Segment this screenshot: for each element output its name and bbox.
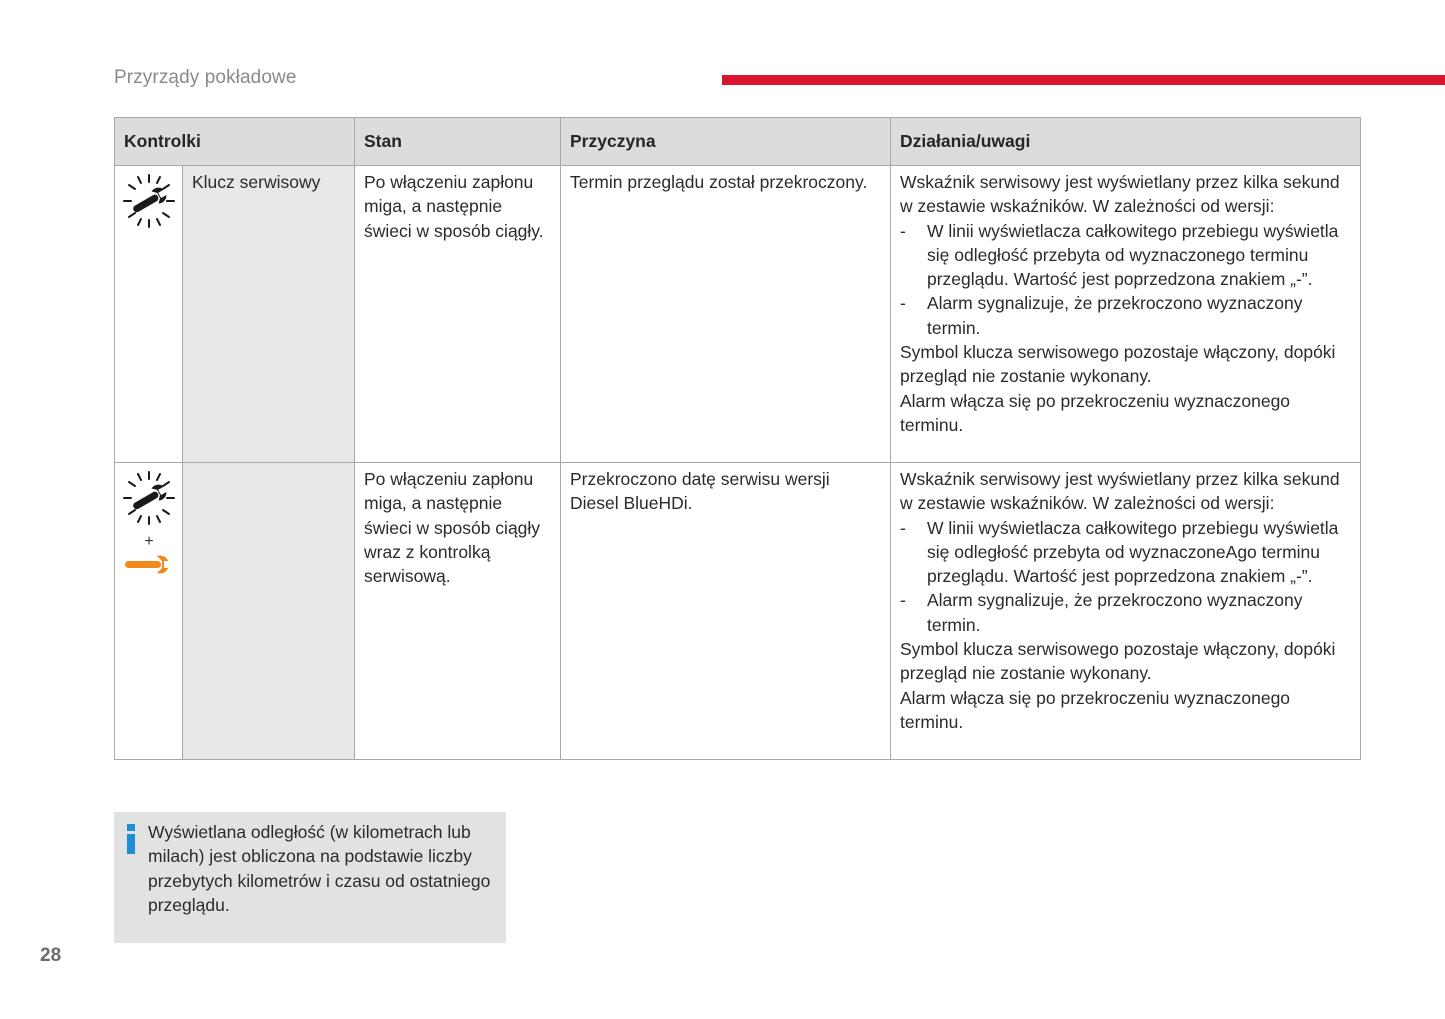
- state-cell: Po włączeniu zapłonu miga, a następnie świeci w sposób ciągły.: [355, 166, 561, 463]
- list-item: [900, 291, 1351, 340]
- actions-note: Alarm włącza się po przekroczeniu wyznaczonego terminu.: [900, 390, 1291, 435]
- bullet-dash: -: [900, 220, 906, 241]
- info-note-text: Wyświetlana odległość (w kilometrach lub milach) jest obliczona na podstawie liczby przebytych kilometrów i czasu od ostatniego przeglądu.: [148, 822, 491, 915]
- actions-cell: [891, 463, 1361, 760]
- actions-cell: [891, 166, 1361, 463]
- info-note-box: [114, 812, 506, 943]
- control-name-cell: [183, 463, 355, 760]
- icon-cell: [115, 166, 183, 463]
- header-accent-bar: [722, 75, 1445, 85]
- cause-cell: Przekroczono datę serwisu wersji Diesel BlueHDi.: [561, 463, 891, 760]
- bullet-text: W linii wyświetlacza całkowitego przebiegu wyświetla się odległość przebyta od wyznaczonego terminu przeglądu. Wartość jest poprzedzona znakiem „-”.: [927, 220, 1339, 290]
- column-header-kontrolki: Kontrolki: [115, 118, 355, 166]
- actions-intro: Wskaźnik serwisowy jest wyświetlany przez kilka sekund w zestawie wskaźników. W zależności od wersji:: [900, 172, 1340, 217]
- column-header-przyczyna: Przyczyna: [561, 118, 891, 166]
- bullet-dash: -: [900, 293, 906, 314]
- list-item: [900, 516, 1351, 589]
- service-wrench-flashing-icon: [116, 467, 182, 529]
- list-item: [900, 219, 1351, 292]
- table-header-row: [115, 118, 1361, 166]
- plus-sign: +: [144, 533, 154, 550]
- icon-cell: [115, 463, 183, 760]
- column-header-dzialania: Działania/uwagi: [891, 118, 1361, 166]
- table-row: [115, 166, 1361, 463]
- page-number: 28: [40, 945, 62, 966]
- state-cell: Po włączeniu zapłonu miga, a następnie świeci w sposób ciągły wraz z kontrolką serwisową.: [355, 463, 561, 760]
- column-header-stan: Stan: [355, 118, 561, 166]
- service-wrench-flashing-icon: [116, 170, 182, 232]
- table-row: [115, 463, 1361, 760]
- bullet-dash: -: [900, 517, 906, 538]
- cause-cell: Termin przeglądu został przekroczony.: [561, 166, 891, 463]
- warning-lights-table: [114, 117, 1361, 760]
- bullet-text: Alarm sygnalizuje, że przekroczono wyznaczony termin.: [927, 590, 1303, 635]
- section-title: Przyrządy pokładowe: [114, 67, 297, 88]
- control-name-cell: Klucz serwisowy: [183, 166, 355, 463]
- bullet-text: Alarm sygnalizuje, że przekroczono wyznaczony termin.: [927, 293, 1303, 338]
- bullet-text: W linii wyświetlacza całkowitego przebiegu wyświetla się odległość przebyta od wyznaczoneAgo terminu przeglądu. Wartość jest poprzedzona znakiem „-”.: [927, 517, 1339, 587]
- info-icon: [124, 824, 138, 854]
- actions-note: Symbol klucza serwisowego pozostaje włączony, dopóki przegląd nie zostanie wykonany.: [900, 342, 1336, 387]
- orange-wrench-icon: [123, 551, 175, 577]
- actions-note: Alarm włącza się po przekroczeniu wyznaczonego terminu.: [900, 687, 1291, 732]
- bullet-dash: -: [900, 590, 906, 611]
- list-item: [900, 588, 1351, 637]
- actions-intro: Wskaźnik serwisowy jest wyświetlany przez kilka sekund w zestawie wskaźników. W zależności od wersji:: [900, 469, 1340, 514]
- actions-note: Symbol klucza serwisowego pozostaje włączony, dopóki przegląd nie zostanie wykonany.: [900, 639, 1336, 684]
